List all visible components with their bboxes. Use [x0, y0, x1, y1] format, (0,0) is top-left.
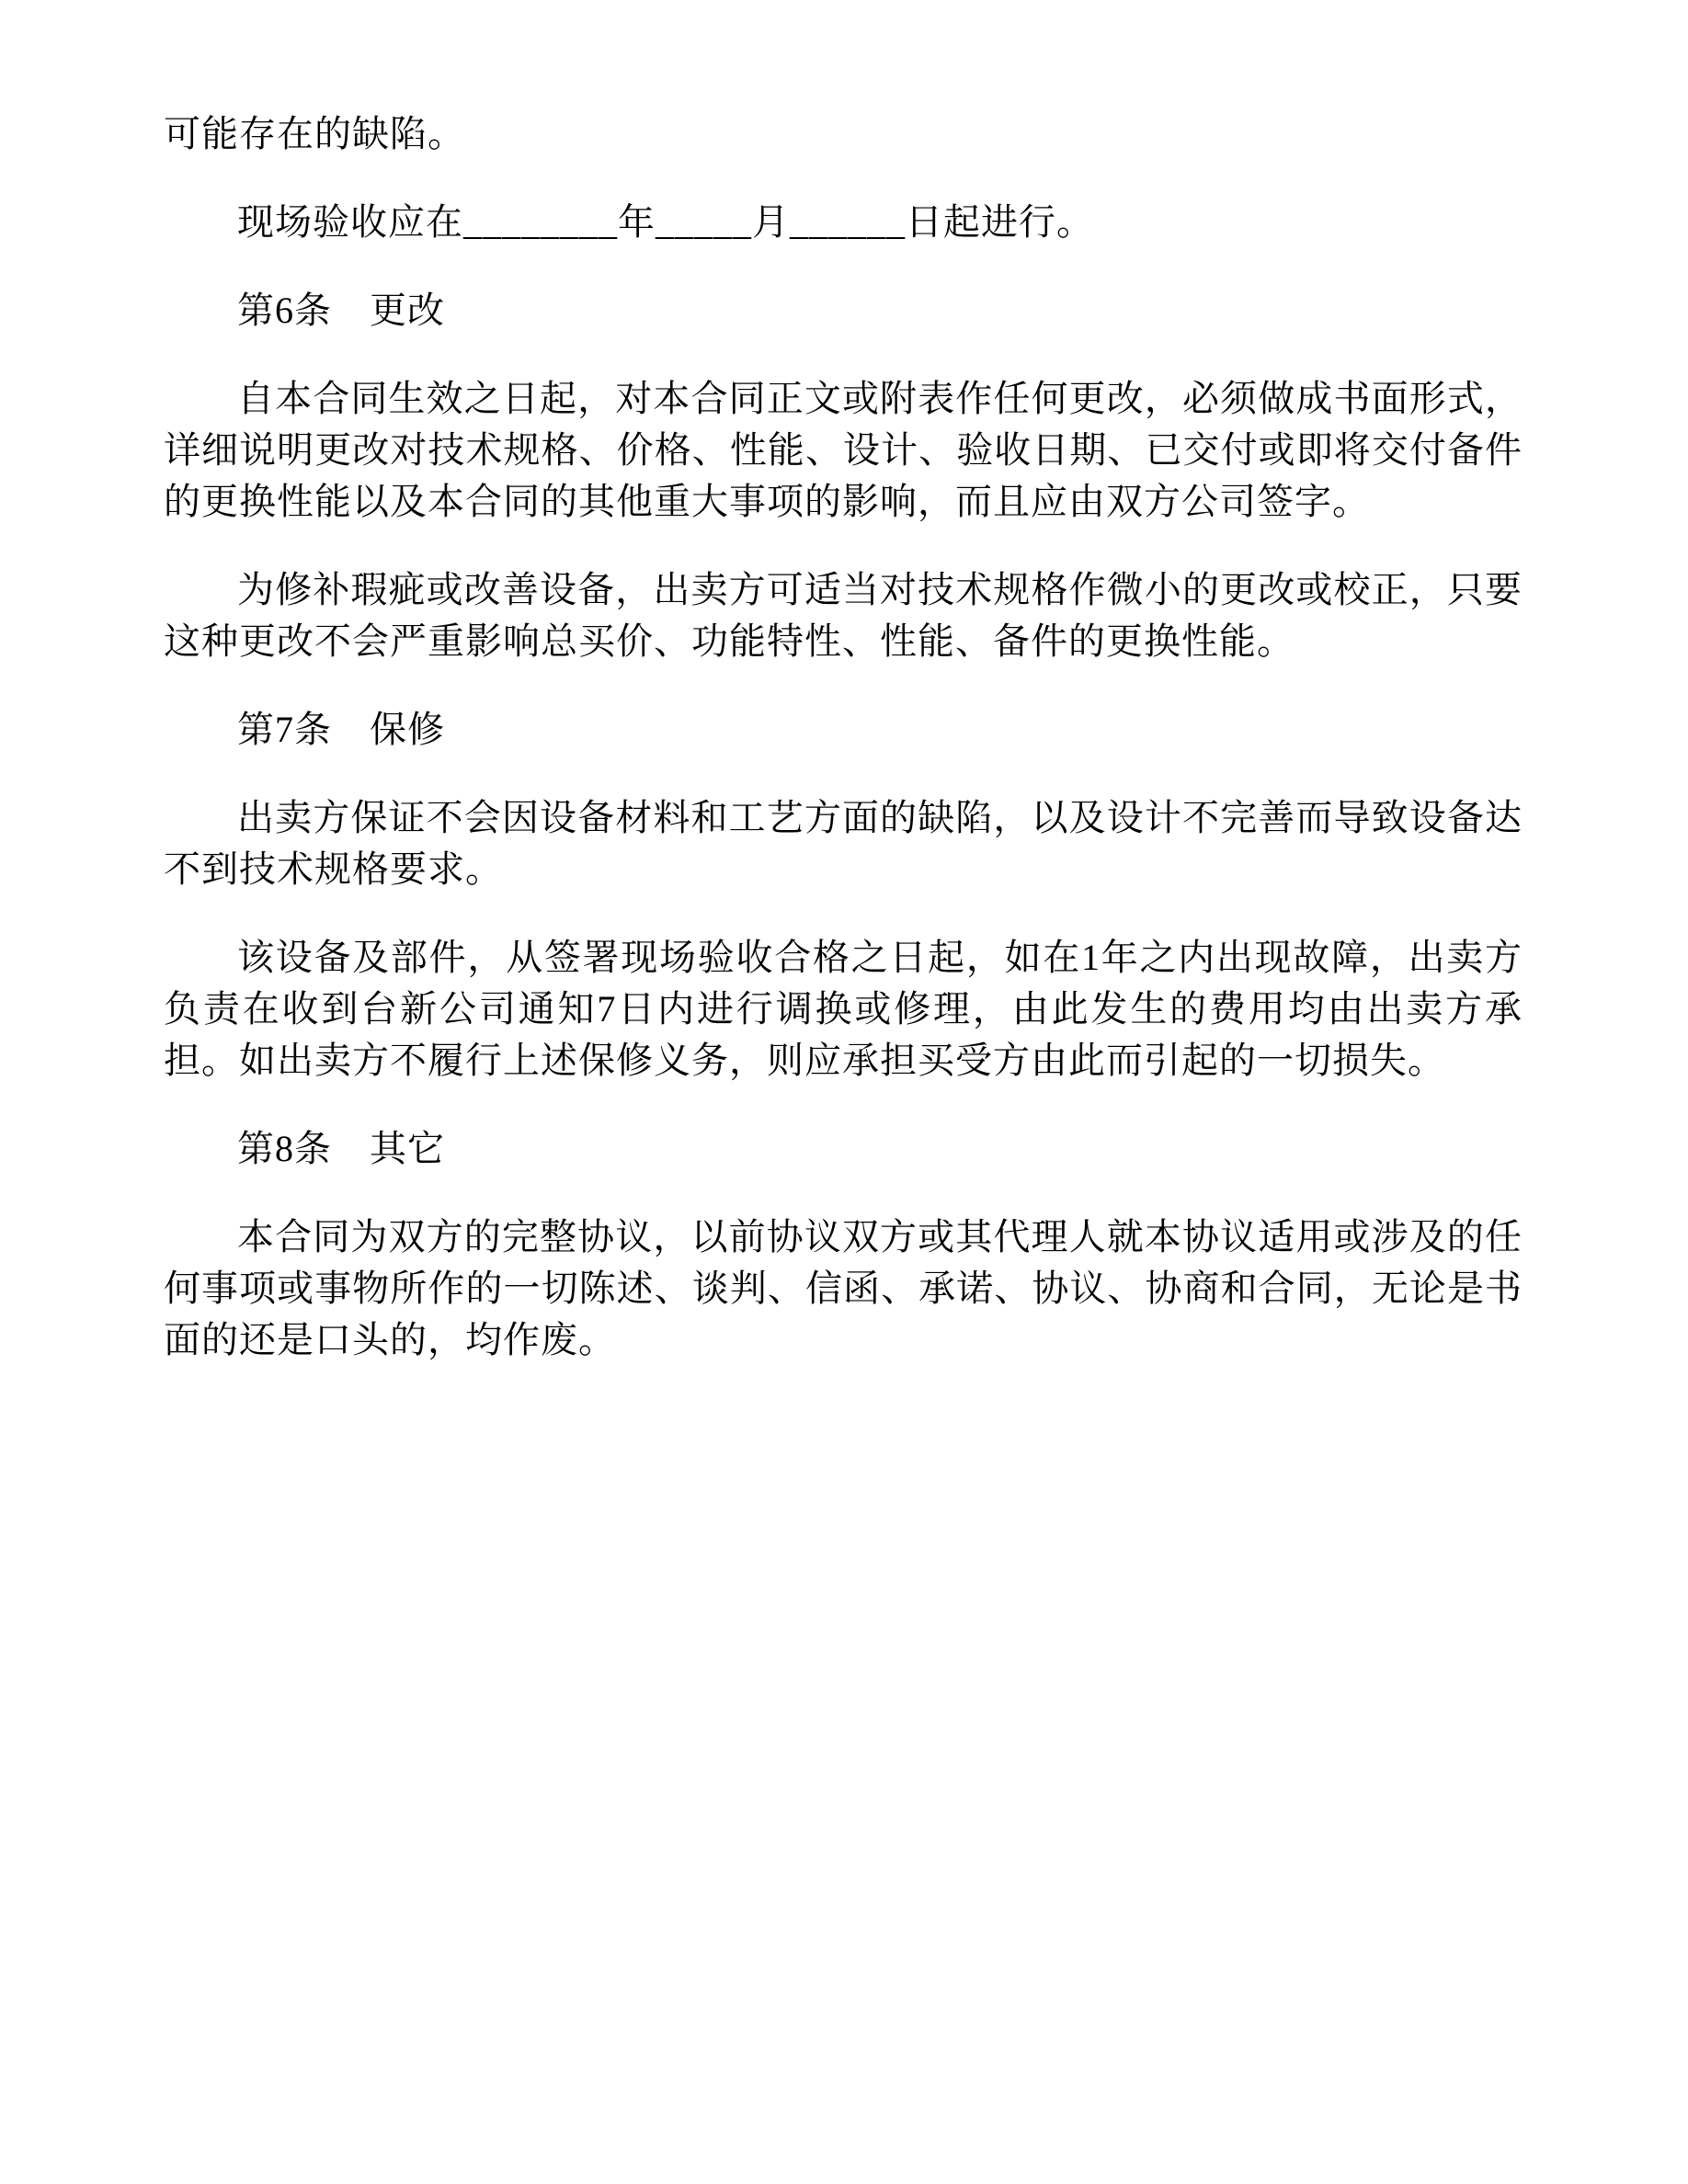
article-heading-7: 第7条 保修	[237, 709, 445, 750]
contract-paragraph-warranty-guarantee: 出卖方保证不会因设备材料和工艺方面的缺陷，以及设计不完善而导致设备达不到技术规格要求。	[164, 797, 1523, 890]
contract-paragraph-warranty-repair: 该设备及部件，从签署现场验收合格之日起，如在1年之内出现故障，出卖方负责在收到台新公司通知7日内进行调换或修理，由此发生的费用均由出卖方承担。如出卖方不履行上述保修义务，则应承担买受方由此而引起的一切损失。	[164, 937, 1523, 1081]
contract-paragraph-minor-changes: 为修补瑕疵或改善设备，出卖方可适当对技术规格作微小的更改或校正，只要这种更改不会严重影响总买价、功能特性、性能、备件的更换性能。	[164, 569, 1523, 662]
contract-paragraph-acceptance-date: 现场验收应在________年_____月______日起进行。	[237, 201, 1094, 243]
article-heading-8: 第8条 其它	[237, 1128, 445, 1169]
contract-paragraph-entire-agreement: 本合同为双方的完整协议，以前协议双方或其代理人就本协议适用或涉及的任何事项或事物所作的一切陈述、谈判、信函、承诺、协议、协商和合同，无论是书面的还是口头的，均作废。	[164, 1216, 1523, 1360]
contract-paragraph-continuation: 可能存在的缺陷。	[164, 113, 465, 154]
article-heading-6: 第6条 更改	[237, 290, 445, 331]
contract-paragraph-amendment-terms: 自本合同生效之日起，对本合同正文或附表作任何更改，必须做成书面形式，详细说明更改对技术规格、价格、性能、设计、验收日期、已交付或即将交付备件的更换性能以及本合同的其他重大事项的影响，而且应由双方公司签字。	[164, 378, 1523, 522]
